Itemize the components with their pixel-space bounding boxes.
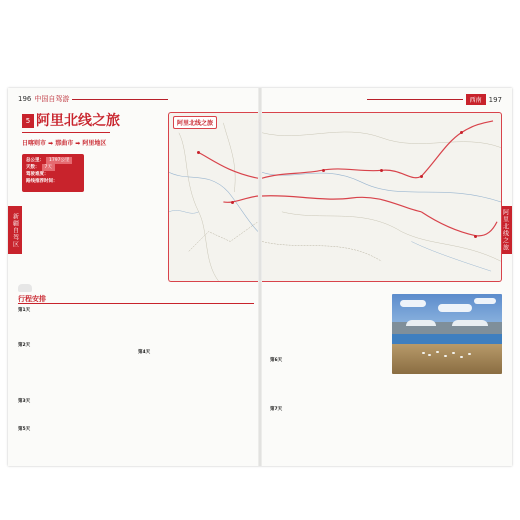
route-map-right (262, 112, 502, 282)
map-terrain-left (169, 113, 258, 281)
info-value: 7天 (42, 164, 55, 171)
route-map-left (168, 112, 258, 282)
intro-line (28, 221, 168, 227)
info-row (26, 178, 80, 185)
day-row (138, 349, 250, 355)
day-label: 第4天 (138, 350, 151, 355)
landscape-photo (392, 294, 502, 374)
right-page-number: 197 (488, 95, 502, 104)
itinerary-text (18, 349, 130, 355)
itinerary-text (18, 321, 130, 327)
itinerary-text (270, 371, 388, 377)
day-label: 第2天 (18, 343, 31, 348)
photo-cloud (474, 298, 496, 304)
itinerary-text (138, 398, 250, 404)
map-town-marker (420, 175, 423, 178)
itinerary-text (18, 384, 130, 390)
itinerary-text (138, 440, 250, 446)
itinerary-text (270, 364, 388, 370)
photo-snow-peak (452, 320, 488, 326)
itinerary-text (138, 447, 250, 453)
itinerary-text (18, 419, 130, 425)
photo-sheep (444, 355, 447, 357)
itinerary-text (270, 420, 388, 426)
itinerary-text (138, 370, 250, 376)
photo-sheep (452, 352, 455, 354)
day-label: 第6天 (270, 358, 283, 363)
info-row (26, 157, 80, 164)
photo-grassland (392, 344, 502, 374)
itinerary-text (138, 377, 250, 383)
info-row (26, 171, 80, 178)
itinerary-text (18, 356, 130, 362)
photo-cloud (438, 304, 472, 312)
itinerary-text (270, 441, 388, 447)
intro-line (28, 214, 168, 220)
itinerary-text (270, 378, 388, 384)
info-key: 总公里： (26, 158, 44, 163)
itinerary-text (18, 377, 130, 383)
left-header (18, 94, 168, 104)
route-title: 阿里北线之旅 (36, 113, 120, 129)
book-spread (8, 88, 512, 466)
photo-cloud (400, 300, 426, 307)
day-row (18, 426, 130, 432)
map-town-marker (197, 151, 200, 154)
day-row (270, 406, 388, 412)
intro-line (28, 256, 168, 262)
left-header-title: 中国自驾游 (34, 95, 70, 103)
intro-line (28, 200, 168, 206)
itinerary-text (138, 335, 250, 341)
photo-sheep (460, 356, 463, 358)
right-page (260, 88, 512, 466)
itinerary-text (138, 314, 250, 320)
itinerary-text (138, 433, 250, 439)
intro-line (28, 207, 168, 213)
itinerary-text (138, 412, 250, 418)
itinerary-title: 行程安排 (18, 295, 46, 303)
intro-line (28, 263, 168, 269)
itinerary-text (270, 413, 388, 419)
itinerary-text (18, 314, 130, 320)
right-itinerary-text (270, 294, 388, 462)
itinerary-text (138, 391, 250, 397)
itinerary-text (270, 385, 388, 391)
itinerary-text (270, 315, 388, 321)
intro-paragraph (28, 200, 168, 276)
day-row (18, 398, 130, 404)
itinerary-text (138, 419, 250, 425)
route-badge: 5 (22, 114, 34, 128)
itinerary-text (270, 322, 388, 328)
itinerary-column-b (138, 307, 250, 454)
title-rule (22, 132, 110, 133)
itinerary-text (270, 455, 388, 461)
car-icon (18, 284, 32, 292)
itinerary-text (18, 405, 130, 411)
map-town-marker (322, 169, 325, 172)
region-tag: 西南 (466, 94, 486, 105)
photo-snow-peak (406, 320, 436, 326)
photo-sheep (436, 351, 439, 353)
itinerary-text (138, 356, 250, 362)
itinerary-text (18, 412, 130, 418)
itinerary-text (138, 342, 250, 348)
photo-sheep (428, 354, 431, 356)
itinerary-column-a (18, 307, 130, 433)
intro-line (28, 235, 168, 241)
itinerary-text (270, 294, 388, 300)
itinerary-text (18, 363, 130, 369)
itinerary-rule (18, 303, 254, 304)
itinerary-text (270, 308, 388, 314)
day-label: 第7天 (270, 407, 283, 412)
day-label: 第5天 (18, 427, 31, 432)
itinerary-text (138, 363, 250, 369)
header-rule (367, 99, 463, 100)
itinerary-text (270, 427, 388, 433)
itinerary-text (18, 370, 130, 376)
day-row (270, 357, 388, 363)
day-row (18, 328, 130, 334)
itinerary-text (270, 350, 388, 356)
day-row (18, 307, 130, 313)
itinerary-text (138, 426, 250, 432)
info-key: 驾驶难度： (26, 172, 49, 177)
day-label: 第3天 (18, 399, 31, 404)
left-page (8, 88, 260, 466)
map-town-marker (380, 169, 383, 172)
map-town-marker (474, 235, 477, 238)
info-key: 天数： (26, 165, 40, 170)
itinerary-text (270, 343, 388, 349)
itinerary-text (270, 434, 388, 440)
day-label: 第1天 (18, 308, 31, 313)
info-value: 1797公里 (46, 157, 72, 164)
itinerary-text (138, 307, 250, 313)
day-row (18, 342, 130, 348)
route-info-box (22, 154, 84, 192)
intro-line (28, 270, 168, 276)
itinerary-text (270, 399, 388, 405)
itinerary-text (138, 405, 250, 411)
itinerary-text (138, 321, 250, 327)
left-side-tab: 新疆自驾区 (8, 206, 22, 254)
right-header (367, 94, 502, 105)
itinerary-text (270, 448, 388, 454)
left-page-number: 196 (18, 95, 32, 103)
photo-sheep (422, 352, 425, 354)
itinerary-text (138, 328, 250, 334)
info-key: 路线推荐时间： (26, 179, 58, 184)
itinerary-text (138, 384, 250, 390)
map-terrain-right (262, 113, 501, 281)
right-side-tab: 阿里北线之旅 (498, 206, 512, 254)
itinerary-text (270, 301, 388, 307)
map-title: 阿里北线之旅 (173, 116, 217, 129)
intro-line (28, 228, 168, 234)
info-row (26, 164, 80, 171)
intro-line (28, 242, 168, 248)
itinerary-text (270, 392, 388, 398)
header-rule (72, 99, 168, 100)
itinerary-text (270, 329, 388, 335)
itinerary-text (18, 335, 130, 341)
itinerary-text (18, 391, 130, 397)
itinerary-text (270, 336, 388, 342)
photo-sheep (468, 353, 471, 355)
intro-line (28, 249, 168, 255)
map-town-marker (231, 201, 234, 204)
map-town-marker (460, 131, 463, 134)
photo-lake (392, 334, 502, 344)
route-subtitle: 日喀则市 ➡ 那曲市 ➡ 阿里地区 (22, 140, 107, 147)
